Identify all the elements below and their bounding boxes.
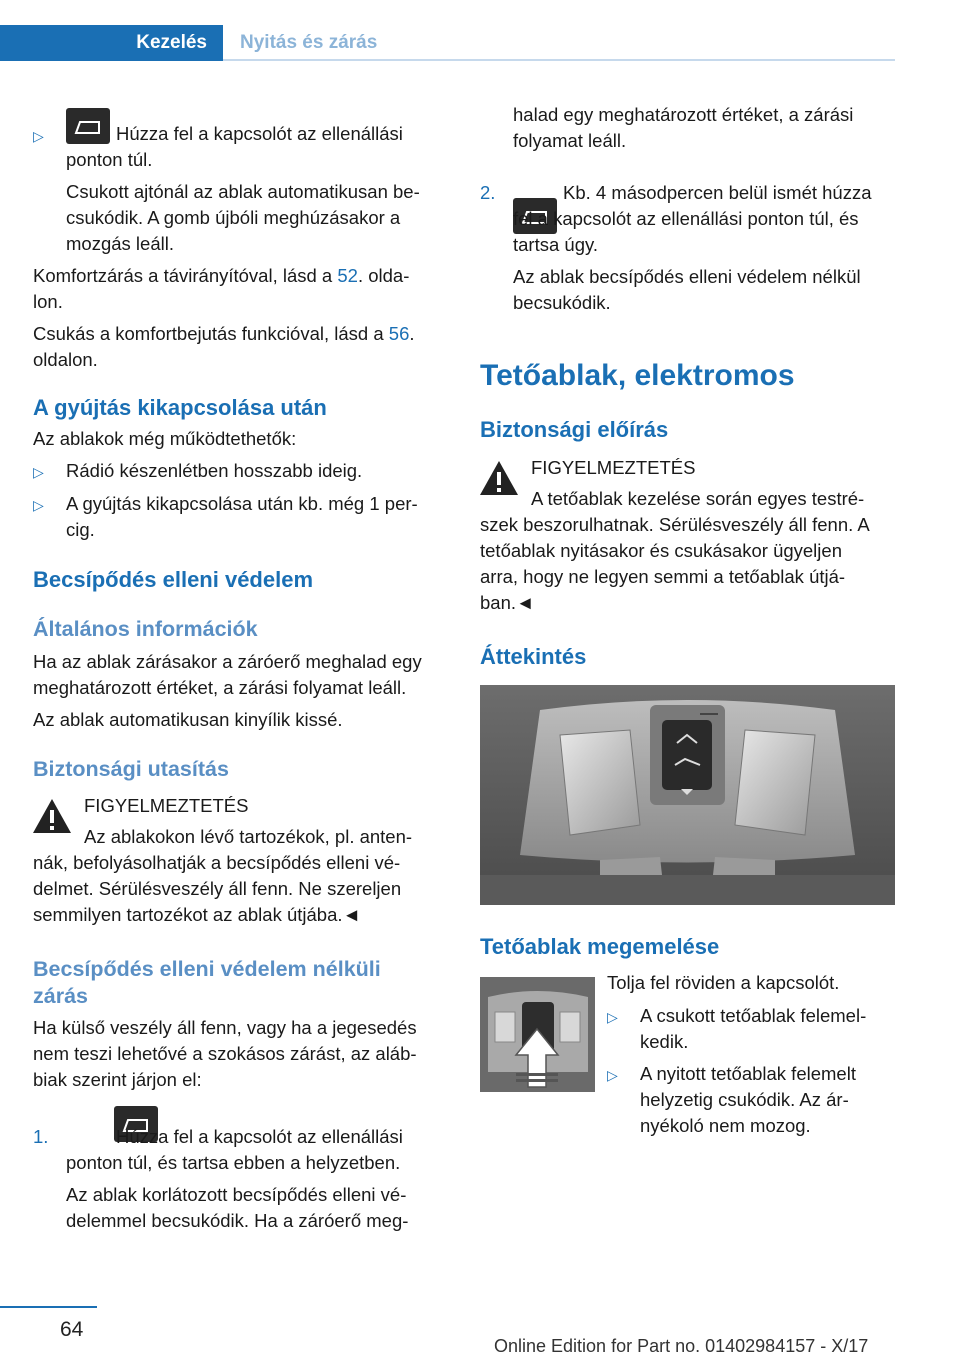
megemeles-bullet-2: A nyitott tetőablak felemelt [640, 1063, 856, 1084]
tab-nyitas-es-zaras[interactable]: Nyitás és zárás [240, 32, 378, 53]
step-2-text-3: tartsa úgy. [513, 234, 599, 255]
step-1-desc-1: Az ablak korlátozott becsípődés elleni vé- [66, 1184, 407, 1205]
warning-title: FIGYELMEZTETÉS [531, 457, 696, 478]
bullet-triangle-icon: ▷ [607, 1009, 618, 1025]
bullet-2-cont: cig. [66, 519, 95, 540]
bullet-triangle-icon: ▷ [33, 464, 44, 480]
item1-desc-2: csukódik. A gomb újbóli meghúzásakor a [66, 207, 401, 228]
heading-nelkuli-1: Becsípődés elleni védelem nélküli [33, 957, 381, 981]
heading-biztonsagi-eloiras: Biztonsági előírás [480, 417, 669, 442]
roof-warning-3: tetőablak nyitásakor és csukásakor ügyeljen [480, 540, 842, 561]
item1-text-cont: ponton túl. [66, 149, 153, 170]
heading-gyujtas: A gyújtás kikapcsolása után [33, 395, 327, 420]
warning-line-1: Az ablakokon lévő tartozékok, pl. anten- [84, 826, 413, 847]
roof-warning-2: szek beszorulhatnak. Sérülésveszély áll fenn. A [480, 514, 870, 535]
heading-attekintes: Áttekintés [480, 644, 587, 669]
megemeles-bullet-2-cont: helyzetig csukódik. Az ár- [640, 1089, 849, 1110]
roof-warning-5: ban.◄ [480, 592, 535, 613]
heading-nelkuli-2: zárás [33, 984, 88, 1008]
bullet-triangle-icon: ▷ [33, 497, 44, 513]
window-switch-icon [66, 108, 110, 144]
cont-2: folyamat leáll. [513, 130, 627, 151]
roof-warning-1: A tetőablak kezelése során egyes testré- [531, 488, 865, 509]
bullet-1: Rádió készenlétben hosszabb ideig. [66, 460, 363, 481]
bullet-2: A gyújtás kikapcsolása után kb. még 1 per- [66, 493, 418, 514]
megemeles-text: Tolja fel röviden a kapcsolót. [607, 972, 840, 993]
step-2-desc-2: becsukódik. [513, 292, 611, 313]
altalanos-3: Az ablak automatikusan kinyílik kissé. [33, 709, 343, 730]
heading-altalanos: Általános információk [33, 617, 258, 641]
cont-1: halad egy meghatározott értéket, a zárási [513, 104, 854, 125]
heading-biztonsagi-utasitas: Biztonsági utasítás [33, 757, 229, 781]
warning-title: FIGYELMEZTETÉS [84, 795, 249, 816]
komfort-line-1 [33, 265, 409, 287]
roof-switch-push-photo [480, 977, 595, 1092]
nelkuli-2: nem teszi lehetővé a szokásos zárást, az aláb- [33, 1043, 417, 1064]
bullet-triangle-icon: ▷ [607, 1067, 618, 1083]
tab-kezeles[interactable]: Kezelés [0, 25, 223, 61]
step-2-text: Kb. 4 másodpercen belül ismét húzza [563, 182, 872, 203]
step-2-number: 2. [480, 182, 496, 203]
komfort-text-end: . olda- [357, 265, 410, 286]
step-1-text: Húzza fel a kapcsolót az ellenállási [116, 1126, 403, 1147]
komfort2-line-1 [33, 323, 415, 345]
header-bar [0, 25, 895, 61]
item1-text: Húzza fel a kapcsolót az ellenállási [116, 123, 403, 144]
item1-desc-3: mozgás leáll. [66, 233, 174, 254]
heading-becsipodes: Becsípődés elleni védelem [33, 567, 314, 592]
footer-divider [0, 1306, 97, 1308]
komfort2-text: Csukás a komfortbejutás funkcióval, lásd a [33, 323, 389, 344]
megemeles-bullet-1-cont: kedik. [640, 1031, 689, 1052]
warning-icon [32, 798, 72, 834]
roof-warning-4: arra, hogy ne legyen semmi a tetőablak útjá- [480, 566, 846, 587]
step-2-desc-1: Az ablak becsípődés elleni védelem nélkül [513, 266, 861, 287]
altalanos-2: meghatározott értéket, a zárási folyamat leáll. [33, 677, 407, 698]
nelkuli-1: Ha külső veszély áll fenn, vagy ha a jegesedés [33, 1017, 417, 1038]
warning-line-4: semmilyen tartozékot az ablak útjába.◄ [33, 904, 361, 925]
heading-megemeles: Tetőablak megemelése [480, 934, 720, 959]
page-number: 64 [60, 1318, 84, 1341]
bullet-triangle-icon: ▷ [33, 128, 44, 144]
roof-console-photo [480, 685, 895, 905]
altalanos-1: Ha az ablak zárásakor a záróerő meghalad egy [33, 651, 422, 672]
header-divider [223, 59, 895, 61]
komfort-line-2: lon. [33, 291, 63, 312]
step-1-desc-2: delemmel becsukódik. Ha a záróerő meg- [66, 1210, 409, 1231]
megemeles-bullet-2-cont2: nyékoló nem mozog. [640, 1115, 811, 1136]
komfort-text: Komfortzárás a távirányítóval, lásd a [33, 265, 338, 286]
nelkuli-3: biak szerint járjon el: [33, 1069, 202, 1090]
komfort2-line-2: oldalon. [33, 349, 98, 370]
footer-edition: Online Edition for Part no. 01402984157 - X/17 [494, 1336, 869, 1356]
step-1-text-cont: ponton túl, és tartsa ebben a helyzetben. [66, 1152, 401, 1173]
step-1-number: 1. [33, 1126, 49, 1147]
page-link-52[interactable]: 52 [337, 265, 358, 286]
page-link-56[interactable]: 56 [388, 323, 410, 344]
warning-line-2: nák, befolyásolhatják a becsípődés elleni vé- [33, 852, 401, 873]
warning-line-3: delmet. Sérülésveszély áll fenn. Ne szereljen [33, 878, 402, 899]
item1-desc-1: Csukott ajtónál az ablak automatikusan be- [66, 181, 420, 202]
komfort2-text-end: . [409, 323, 415, 344]
gyujtas-text: Az ablakok még működtethetők: [33, 428, 297, 449]
megemeles-bullet-1: A csukott tetőablak felemel- [640, 1005, 867, 1026]
step-2-text-2: fel a kapcsolót az ellenállási ponton túl, és [513, 208, 859, 229]
warning-icon [479, 460, 519, 496]
heading-tetoablak: Tetőablak, elektromos [480, 359, 795, 392]
